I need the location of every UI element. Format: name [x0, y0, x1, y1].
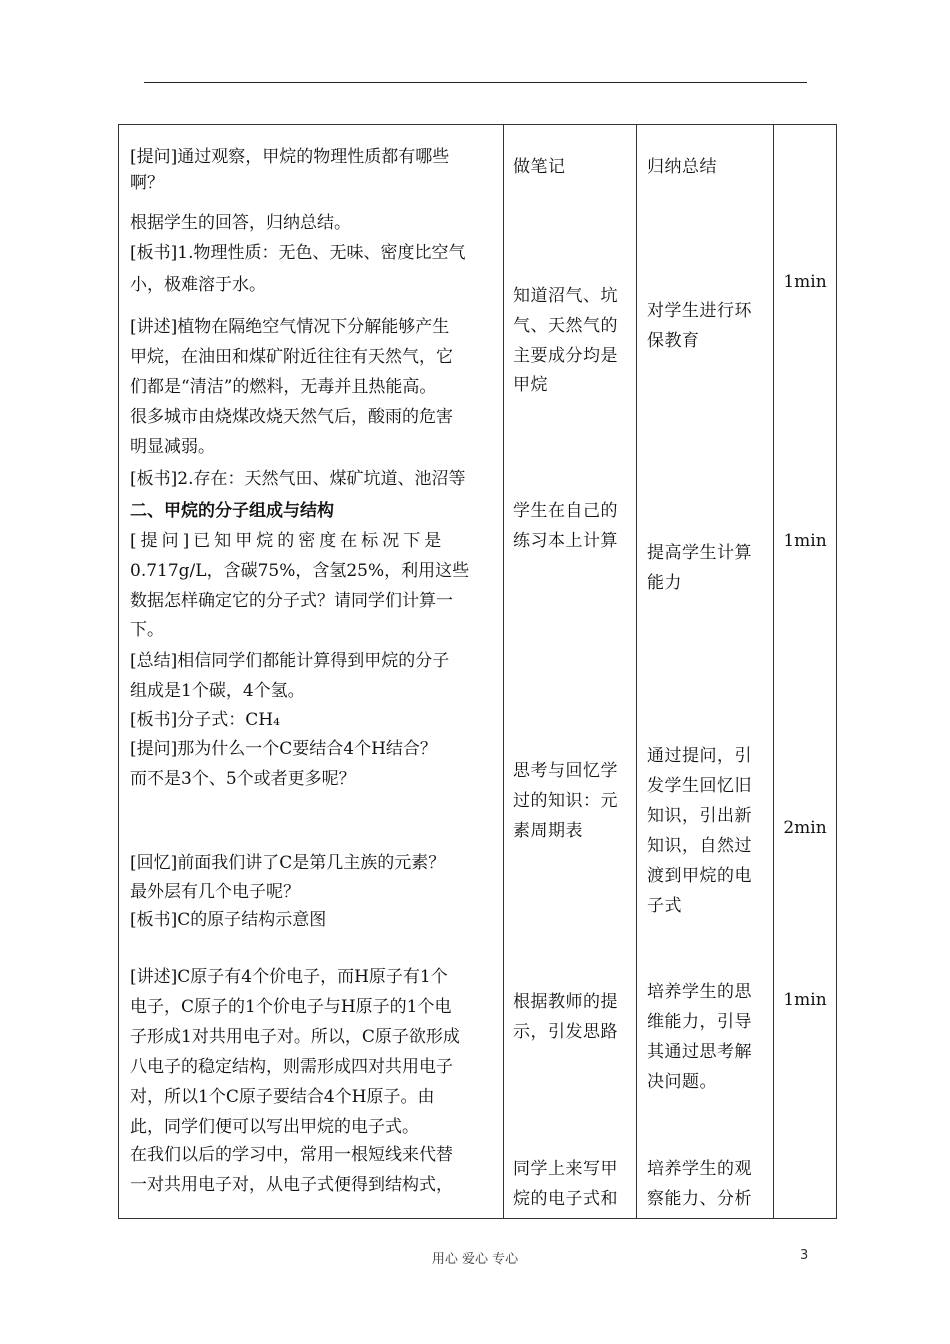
text-line: 过的知识：元 [513, 791, 618, 811]
text-line: 思考与回忆学 [513, 761, 618, 781]
text-line: 数据怎样确定它的分子式？请同学们计算一 [130, 591, 453, 611]
text-line: 在我们以后的学习中，常用一根短线来代替 [130, 1145, 453, 1165]
text-line: 练习本上计算 [513, 531, 618, 551]
text-line: 保教育 [647, 331, 700, 351]
text-line: 培养学生的思 [647, 982, 752, 1002]
text-line: 做笔记 [513, 157, 566, 177]
text-line: 察能力、分析 [647, 1189, 752, 1209]
text-line: [板书]分子式：CH₄ [130, 710, 280, 730]
text-line: 知道沼气、坑 [513, 286, 618, 306]
text-line: 根据教师的提 [513, 992, 618, 1012]
text-line: 发学生回忆旧 [647, 776, 752, 796]
text-line: 主要成分均是 [513, 346, 618, 366]
time-label: 1min [783, 272, 827, 292]
text-line: 素周期表 [513, 821, 583, 841]
text-line: 能力 [647, 573, 682, 593]
text-line: 决问题。 [647, 1072, 717, 1092]
footer-motto: 用心 爱心 专心 [431, 1252, 519, 1267]
section-heading: 二、甲烷的分子组成与结构 [130, 501, 334, 521]
text-line: [板书]C的原子结构示意图 [130, 910, 327, 930]
text-line: 啊？ [130, 173, 164, 193]
text-line: 最外层有几个电子呢？ [130, 882, 300, 902]
text-line: 烷的电子式和 [513, 1189, 618, 1209]
text-line: 小，极难溶于水。 [130, 275, 266, 295]
text-line: 一对共用电子对，从电子式便得到结构式， [130, 1175, 453, 1195]
text-line: 甲烷 [513, 375, 548, 395]
text-line: [讲述]植物在隔绝空气情况下分解能够产生 [130, 317, 450, 337]
text-line: 通过提问，引 [647, 746, 752, 766]
text-line: [提问]通过观察，甲烷的物理性质都有哪些 [130, 147, 450, 167]
student-activity-column [504, 125, 637, 1219]
text-line: 对，所以1个C原子要结合4个H原子。由 [130, 1087, 435, 1107]
design-purpose-column [637, 125, 774, 1219]
time-column [774, 125, 837, 1219]
text-line: 八电子的稳定结构，则需形成四对共用电子 [130, 1057, 453, 1077]
text-line: [提问]已知甲烷的密度在标况下是 [130, 531, 446, 551]
text-line: 此，同学们便可以写出甲烷的电子式。 [130, 1117, 419, 1137]
text-line: [讲述]C原子有4个价电子，而H原子有1个 [130, 967, 448, 987]
header-rule [144, 82, 807, 83]
text-line: 维能力，引导 [647, 1012, 752, 1032]
text-line: 其通过思考解 [647, 1042, 752, 1062]
text-line: 电子，C原子的1个价电子与H原子的1个电 [130, 997, 452, 1017]
time-label: 1min [783, 990, 827, 1010]
text-line: 归纳总结 [647, 157, 717, 177]
text-line: 培养学生的观 [647, 1159, 752, 1179]
text-line: 明显减弱。 [130, 437, 215, 457]
text-line: 0.717g/L，含碳75%，含氢25%，利用这些 [130, 561, 470, 581]
text-line: 同学上来写甲 [513, 1159, 618, 1179]
text-line: 提高学生计算 [647, 543, 752, 563]
text-line: 根据学生的回答，归纳总结。 [130, 213, 351, 233]
teacher-activity-column [119, 125, 504, 1219]
page-number: 3 [800, 1248, 809, 1263]
text-line: 对学生进行环 [647, 301, 752, 321]
text-line: [回忆]前面我们讲了C是第几主族的元素？ [130, 853, 446, 873]
text-line: 很多城市由烧煤改烧天然气后，酸雨的危害 [130, 407, 453, 427]
text-line: 子式 [647, 896, 682, 916]
text-line: 下。 [130, 620, 164, 640]
text-line: 们都是“清洁”的燃料，无毒并且热能高。 [130, 377, 437, 397]
text-line: 知识，引出新 [647, 806, 752, 826]
text-line: 示，引发思路 [513, 1022, 618, 1042]
text-line: 而不是3个、5个或者更多呢？ [130, 769, 356, 789]
text-line: 气、天然气的 [513, 316, 618, 336]
time-label: 1min [783, 531, 827, 551]
time-label: 2min [783, 818, 827, 838]
text-line: 知识，自然过 [647, 836, 752, 856]
text-line: 渡到甲烷的电 [647, 866, 752, 886]
text-line: 子形成1对共用电子对。所以，C原子欲形成 [130, 1027, 460, 1047]
text-line: [提问]那为什么一个C要结合4个H结合？ [130, 739, 437, 759]
lesson-plan-table [118, 124, 837, 1219]
text-line: [板书]1.物理性质：无色、无味、密度比空气 [130, 243, 466, 263]
table-row [119, 125, 837, 1219]
text-line: 甲烷，在油田和煤矿附近往往有天然气，它 [130, 347, 453, 367]
text-line: 组成是1个碳，4个氢。 [130, 681, 305, 701]
text-line: 学生在自己的 [513, 501, 618, 521]
text-line: [板书]2.存在：天然气田、煤矿坑道、池沼等 [130, 469, 466, 489]
text-line: [总结]相信同学们都能计算得到甲烷的分子 [130, 651, 450, 671]
